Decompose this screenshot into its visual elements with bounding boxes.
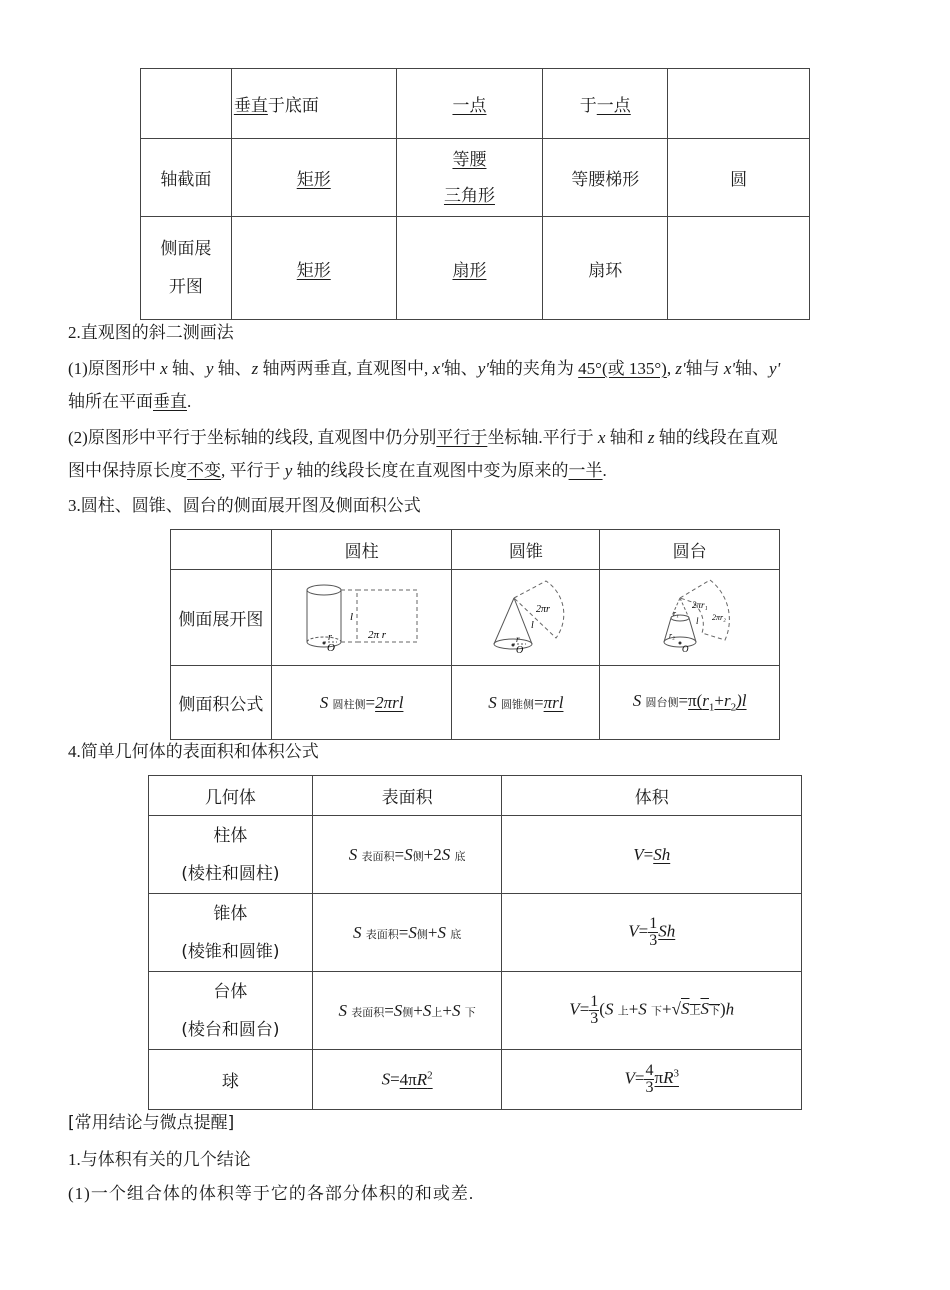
table-header-row bbox=[149, 776, 802, 816]
answer-text: Sh bbox=[653, 844, 671, 864]
paragraph-line: (2)原图形中平行于坐标轴的线段, 直观图中仍分别平行于坐标轴.平行于 x 轴和 z 轴的线段在直观 bbox=[68, 428, 778, 447]
prism-surface-formula: S 表面积=S侧+2S 底 bbox=[312, 816, 502, 894]
frustum-figure bbox=[640, 578, 740, 658]
table-cell bbox=[231, 69, 396, 139]
answer-text: 垂直 bbox=[153, 392, 187, 411]
cell-text: 于 bbox=[579, 96, 597, 116]
frustum-unfold-figure bbox=[600, 570, 780, 666]
table-cell bbox=[231, 139, 396, 217]
row-label: 侧面积公式 bbox=[171, 666, 272, 740]
svg-text:2πr₁: 2πr₁ bbox=[691, 599, 708, 610]
answer-text: 矩形 bbox=[296, 260, 331, 281]
answer-text: 一半 bbox=[568, 461, 603, 480]
sphere-surface-formula: $S=4\pi R^2$ bbox=[312, 1050, 502, 1110]
tips-heading: [常用结论与微点提醒] bbox=[68, 1113, 235, 1133]
table-cell bbox=[231, 217, 396, 320]
table-cell bbox=[141, 69, 232, 139]
answer-text: 等腰 bbox=[452, 149, 487, 170]
cylinder-unfold-figure bbox=[271, 570, 452, 666]
cylinder-figure bbox=[302, 578, 422, 658]
column-header: 几何体 bbox=[149, 776, 313, 816]
table-row bbox=[149, 1050, 802, 1110]
table-cell bbox=[171, 530, 272, 570]
answer-text: Sh bbox=[658, 921, 676, 941]
svg-text:2πr: 2πr bbox=[535, 603, 550, 615]
svg-text:l: l bbox=[530, 619, 534, 631]
cone-lateral-formula: S 圆锥侧=πrl bbox=[452, 666, 600, 740]
table-row bbox=[149, 894, 802, 972]
answer-text: 平行于 bbox=[436, 428, 488, 447]
table-cell: 圆 bbox=[668, 139, 810, 217]
column-header: 圆台 bbox=[600, 530, 780, 570]
table-header-row bbox=[171, 530, 780, 570]
section-heading: 2.直观图的斜二测画法 bbox=[68, 323, 234, 342]
answer-text: 不变 bbox=[187, 461, 221, 480]
table-cell bbox=[396, 69, 543, 139]
cone-figure bbox=[486, 578, 566, 658]
row-label bbox=[141, 217, 232, 320]
cell-text: 于底面 bbox=[267, 96, 319, 116]
tips-item: (1)一个组合体的体积等于它的各部分体积的和或差. bbox=[68, 1184, 475, 1203]
table-row bbox=[141, 69, 810, 139]
answer-text: πrl bbox=[543, 692, 564, 712]
svg-text:O: O bbox=[515, 644, 524, 656]
svg-text:l: l bbox=[695, 615, 699, 626]
solids-comparison-table bbox=[140, 68, 810, 320]
table-cell bbox=[396, 139, 543, 217]
answer-text: 扇形 bbox=[452, 260, 487, 281]
answer-text: $\pi(r_1+r_2)l$ bbox=[688, 691, 747, 714]
prism-volume-formula: V=Sh bbox=[502, 816, 802, 894]
section-heading: 3.圆柱、圆锥、圆台的侧面展开图及侧面积公式 bbox=[68, 496, 421, 515]
svg-text:O: O bbox=[326, 641, 335, 654]
svg-text:2π r: 2π r bbox=[367, 628, 386, 641]
tips-item: 1.与体积有关的几个结论 bbox=[68, 1150, 251, 1169]
answer-text: $\pi R^3$ bbox=[654, 1067, 679, 1088]
table-row bbox=[141, 217, 810, 320]
pyramid-volume-formula: V= $\frac{1}{3}$ Sh bbox=[502, 894, 802, 972]
svg-text:r₂: r₂ bbox=[668, 630, 675, 640]
cone-unfold-figure bbox=[452, 570, 600, 666]
svg-text:O: O bbox=[681, 643, 689, 654]
table-row bbox=[171, 570, 780, 666]
row-label: 锥体 (棱锥和圆锥) bbox=[149, 894, 313, 972]
surface-volume-table bbox=[148, 775, 802, 1110]
column-header: 圆柱 bbox=[271, 530, 452, 570]
row-label: 柱体 (棱柱和圆柱) bbox=[149, 816, 313, 894]
lateral-area-table bbox=[170, 529, 780, 740]
cylinder-lateral-formula: S 圆柱侧=2πrl bbox=[271, 666, 452, 740]
table-cell bbox=[668, 69, 810, 139]
cell-text: 侧面展 bbox=[160, 239, 212, 259]
table-cell bbox=[543, 69, 668, 139]
table-cell: 等腰梯形 bbox=[543, 139, 668, 217]
svg-text:l: l bbox=[349, 610, 353, 623]
table-cell: 扇环 bbox=[543, 217, 668, 320]
paragraph-line: 轴所在平面垂直. bbox=[68, 392, 192, 411]
answer-text: 一点 bbox=[596, 96, 631, 116]
table-row bbox=[141, 139, 810, 217]
svg-text:2πr₂: 2πr₂ bbox=[711, 612, 726, 622]
frustum-volume-formula: V= $\frac{1}{3}$ (S 上+S 下+√S上S下)h bbox=[502, 972, 802, 1050]
frustum-surface-formula: S 表面积=S侧+S上+S 下 bbox=[312, 972, 502, 1050]
pyramid-surface-formula: S 表面积=S侧+S 底 bbox=[312, 894, 502, 972]
svg-text:r: r bbox=[515, 633, 520, 644]
answer-text: $4\pi R^2$ bbox=[399, 1069, 433, 1089]
paragraph-line: 图中保持原长度不变, 平行于 y 轴的线段长度在直观图中变为原来的一半. bbox=[68, 461, 607, 480]
paragraph-line: (1)原图形中 x 轴、y 轴、z 轴两两垂直, 直观图中, x'轴、y'轴的夹角为 45°(或 135°), z'轴与 x'轴、y' bbox=[68, 359, 781, 378]
column-header: 圆锥 bbox=[452, 530, 600, 570]
section-heading: 4.简单几何体的表面积和体积公式 bbox=[68, 742, 319, 761]
frustum-lateral-formula: S 圆台侧$=\pi(r_1+r_2)l$ bbox=[600, 666, 780, 740]
sphere-volume-formula: V= $\frac{4}{3}$ $\pi R^3$ bbox=[502, 1050, 802, 1110]
row-label: 台体 (棱台和圆台) bbox=[149, 972, 313, 1050]
answer-text: 矩形 bbox=[296, 170, 331, 190]
answer-text: 2πrl bbox=[375, 692, 404, 712]
table-row bbox=[171, 666, 780, 740]
answer-text: 45°(或 135°) bbox=[578, 359, 667, 378]
table-cell bbox=[668, 217, 810, 320]
column-header: 体积 bbox=[502, 776, 802, 816]
answer-text: 一点 bbox=[452, 96, 487, 116]
svg-text:r₁: r₁ bbox=[672, 608, 679, 618]
table-row bbox=[149, 972, 802, 1050]
row-label: 侧面展开图 bbox=[171, 570, 272, 666]
answer-text: 垂直 bbox=[233, 96, 268, 116]
table-row bbox=[149, 816, 802, 894]
table-cell bbox=[396, 217, 543, 320]
answer-text: 三角形 bbox=[443, 185, 495, 206]
row-label: 球 bbox=[149, 1050, 313, 1110]
cell-text: 开图 bbox=[168, 277, 203, 297]
column-header: 表面积 bbox=[312, 776, 502, 816]
row-label: 轴截面 bbox=[141, 139, 232, 217]
svg-text:r: r bbox=[327, 631, 332, 643]
